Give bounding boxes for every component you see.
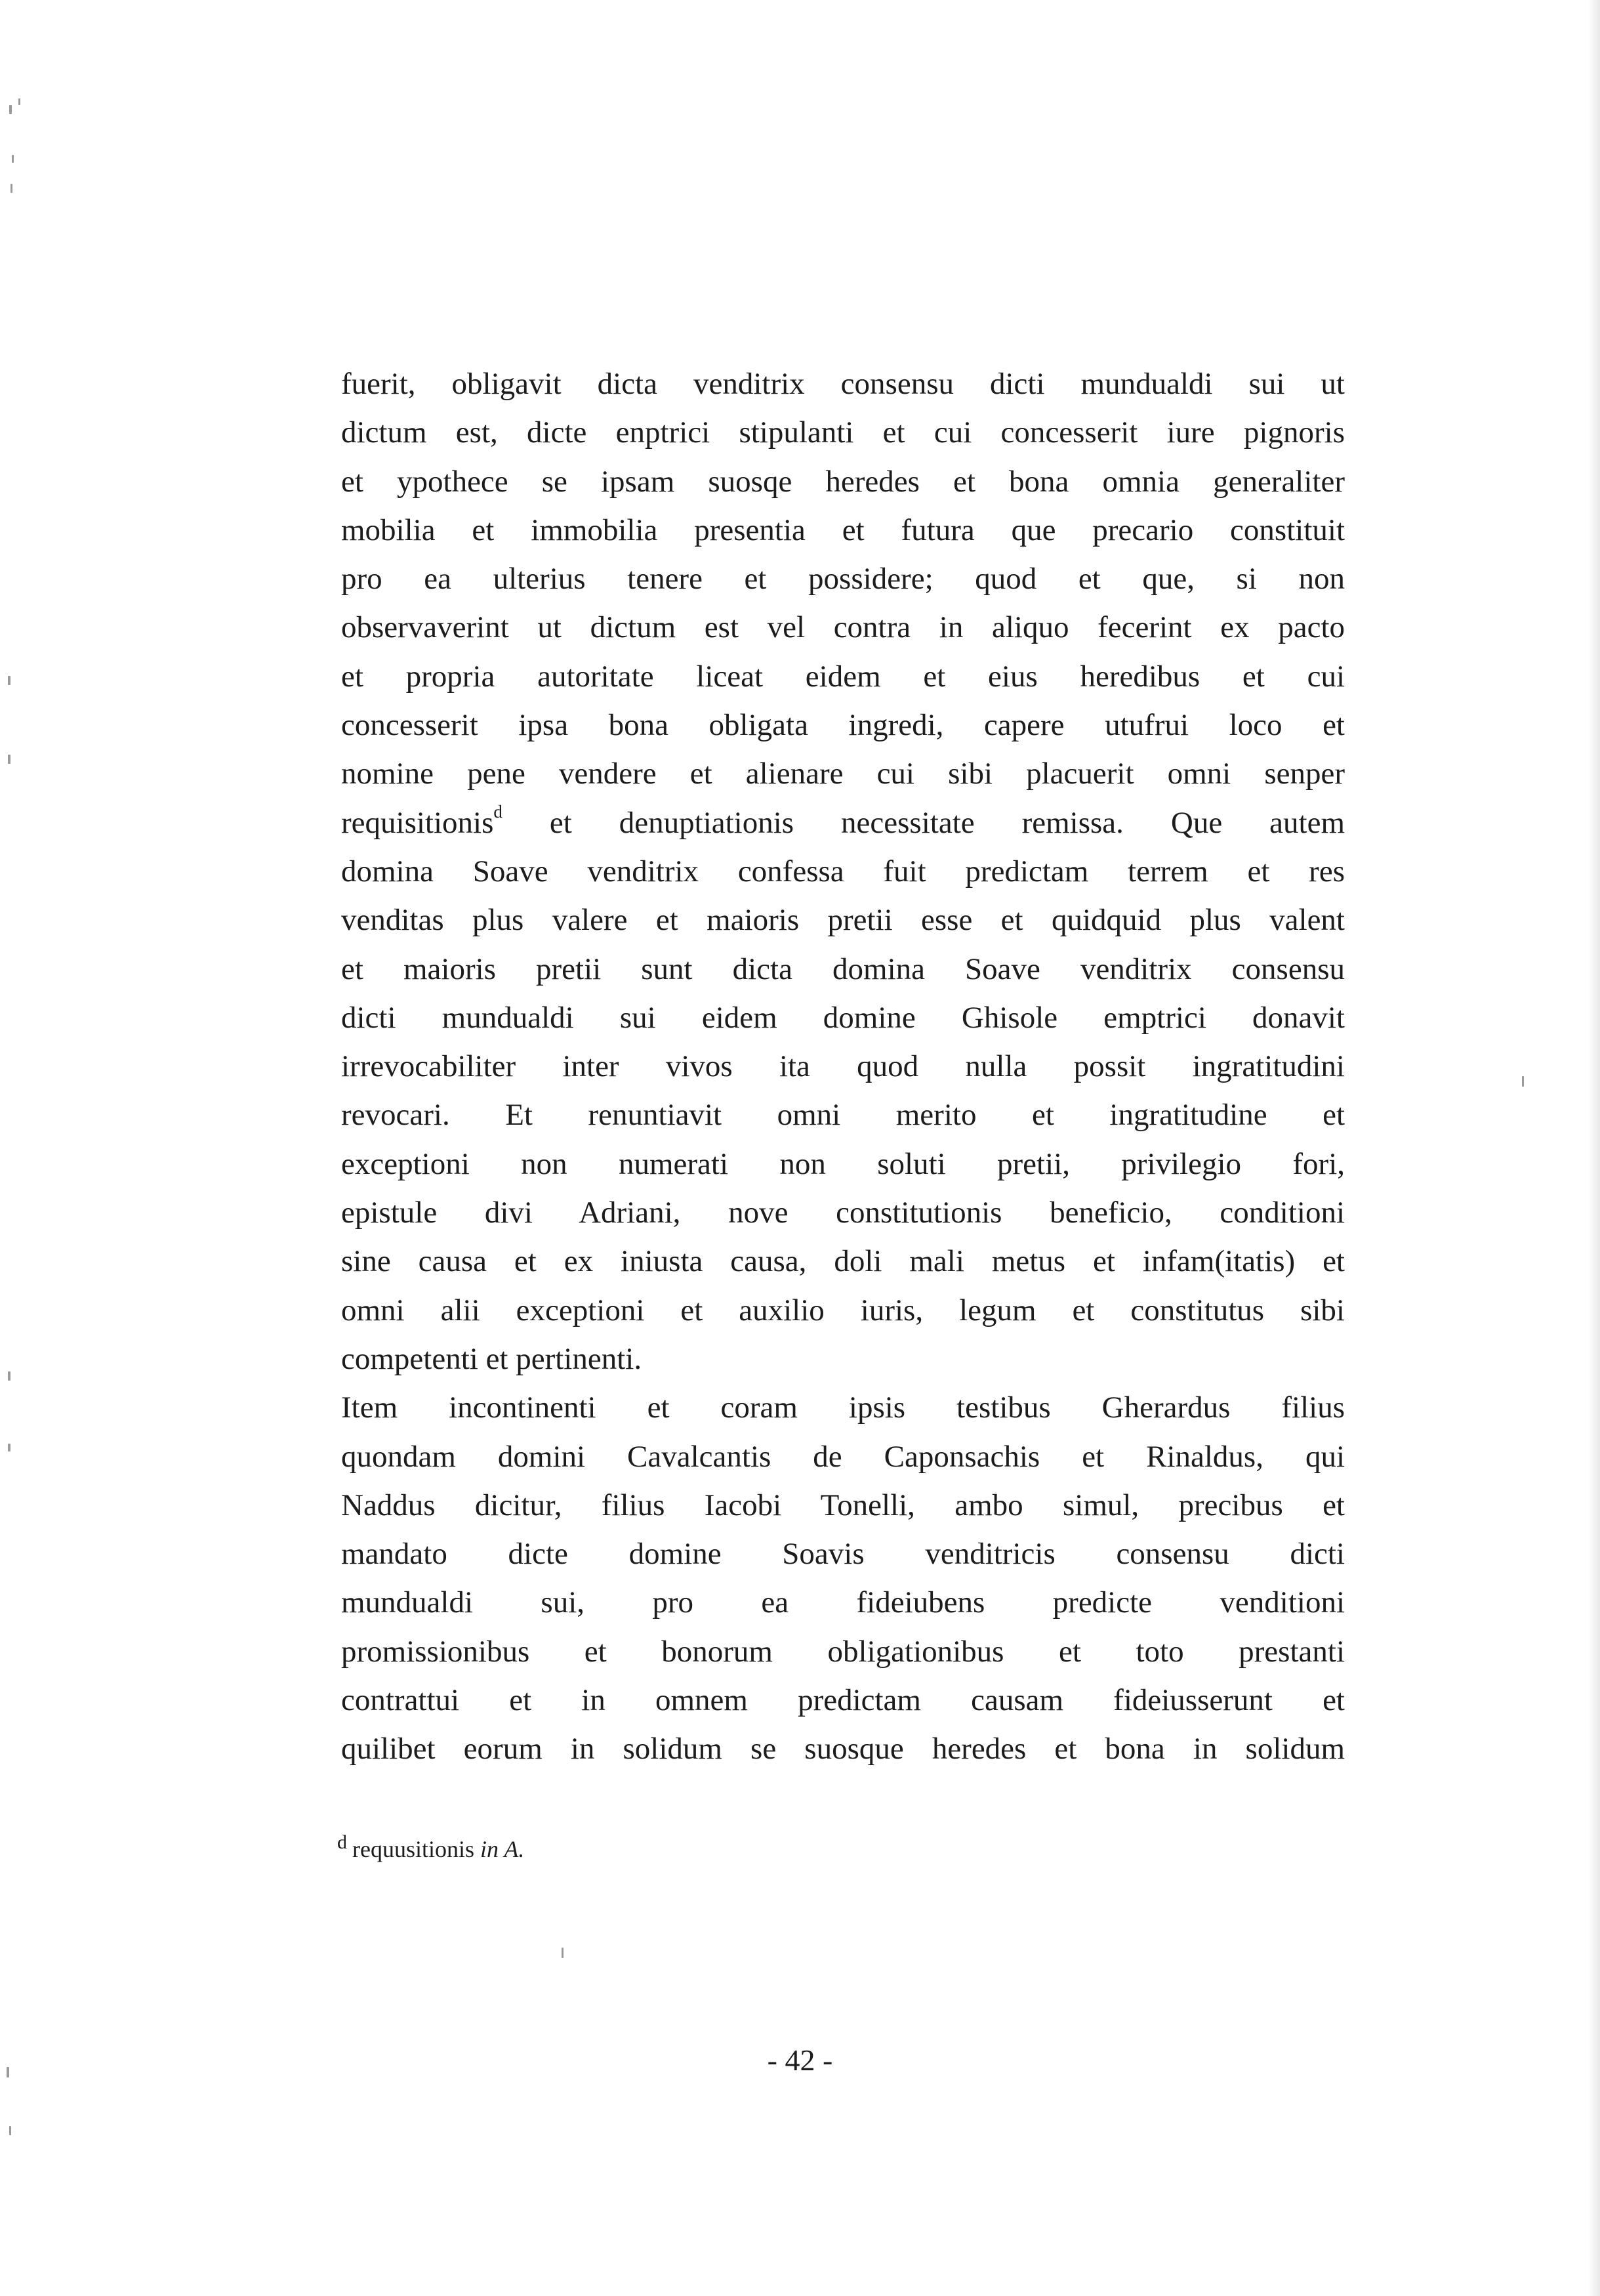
- margin-speck: [18, 98, 20, 105]
- text-line: contrattui et in omnem predictam causam fideiusserunt et: [341, 1683, 1345, 1718]
- footnote: [337, 1829, 524, 1869]
- text-line: mobilia et immobilia presentia et futura que precario constituit: [341, 512, 1345, 547]
- text-line: Naddus dicitur, filius Iacobi Tonelli, ambo simul, precibus et: [341, 1488, 1345, 1522]
- text-line: nomine pene vendere et alienare cui sibi placuerit omni senper: [341, 757, 1345, 791]
- text-line: epistule divi Adriani, nove constitutionis beneficio, conditioni: [341, 1196, 1345, 1230]
- text-line: et propria autoritate liceat eidem et eius heredibus et cui: [341, 659, 1345, 694]
- main-text: [341, 360, 1345, 1774]
- text-line: domina Soave venditrix confessa fuit predictam terrem et res: [341, 854, 1345, 888]
- text-line: mandato dicte domine Soavis venditricis consensu dicti: [341, 1537, 1345, 1572]
- text-line: competenti et pertinenti.: [341, 1341, 642, 1376]
- text-line: exceptioni non numerati non soluti pretii, privilegio fori,: [341, 1146, 1345, 1181]
- text-line: irrevocabiliter inter vivos ita quod nulla possit ingratitudini: [341, 1049, 1345, 1084]
- footnote-text: requusitionis: [352, 1836, 474, 1862]
- text-line: revocari. Et renuntiavit omni merito et ingratitudine et: [341, 1098, 1345, 1133]
- text-line: mundualdi sui, pro ea fideiubens predicte venditioni: [341, 1585, 1345, 1620]
- margin-speck: [8, 755, 10, 764]
- margin-speck: [12, 155, 14, 163]
- margin-speck: [562, 1948, 564, 1958]
- text-line-with-footnote: [341, 799, 1345, 847]
- margin-speck: [8, 1444, 10, 1451]
- text-line: dictum est, dicte enptrici stipulanti et cui concesserit iure pignoris: [341, 415, 1345, 450]
- text-line: concesserit ipsa bona obligata ingredi, capere utufrui loco et: [341, 708, 1345, 743]
- text-line: observaverint ut dictum est vel contra in aliquo fecerint ex pacto: [341, 610, 1345, 645]
- margin-speck: [1522, 1076, 1524, 1087]
- text-line: dicti mundualdi sui eidem domine Ghisole emptrici donavit: [341, 1000, 1345, 1035]
- text-fragment: et denuptiationis necessitate remissa. Que autem: [549, 805, 1345, 840]
- margin-speck: [8, 1371, 10, 1381]
- text-line: fuerit, obligavit dicta venditrix consensu dicti mundualdi sui ut: [341, 367, 1345, 401]
- text-line: omni alii exceptioni et auxilio iuris, legum et constitutus sibi: [341, 1293, 1345, 1327]
- page-edge: [1588, 0, 1600, 2296]
- margin-speck: [9, 105, 12, 114]
- text-line: Item incontinenti et coram ipsis testibus Gherardus filius: [341, 1390, 1345, 1425]
- footnote-reference: d: [493, 801, 503, 822]
- footnote-source: in A.: [480, 1836, 525, 1862]
- margin-speck: [8, 676, 10, 685]
- page-number: - 42 -: [767, 2043, 833, 2077]
- text-line: promissionibus et bonorum obligationibus et toto prestanti: [341, 1634, 1345, 1669]
- text-line: et ypothece se ipsam suosqe heredes et bona omnia generaliter: [341, 464, 1345, 499]
- text-line: sine causa et ex iniusta causa, doli mali metus et infam(itatis) et: [341, 1244, 1345, 1279]
- text-line: venditas plus valere et maioris pretii esse et quidquid plus valent: [341, 903, 1345, 938]
- text-fragment: requisitionis: [341, 805, 494, 840]
- footnote-marker: d: [337, 1831, 347, 1853]
- text-line: quilibet eorum in solidum se suosque heredes et bona in solidum: [341, 1732, 1345, 1766]
- text-line: quondam domini Cavalcantis de Caponsachis et Rinaldus, qui: [341, 1439, 1345, 1474]
- text-line: pro ea ulterius tenere et possidere; quod et que, si non: [341, 562, 1345, 596]
- text-line: et maioris pretii sunt dicta domina Soave venditrix consensu: [341, 951, 1345, 986]
- margin-speck: [10, 184, 12, 193]
- margin-speck: [9, 2126, 11, 2135]
